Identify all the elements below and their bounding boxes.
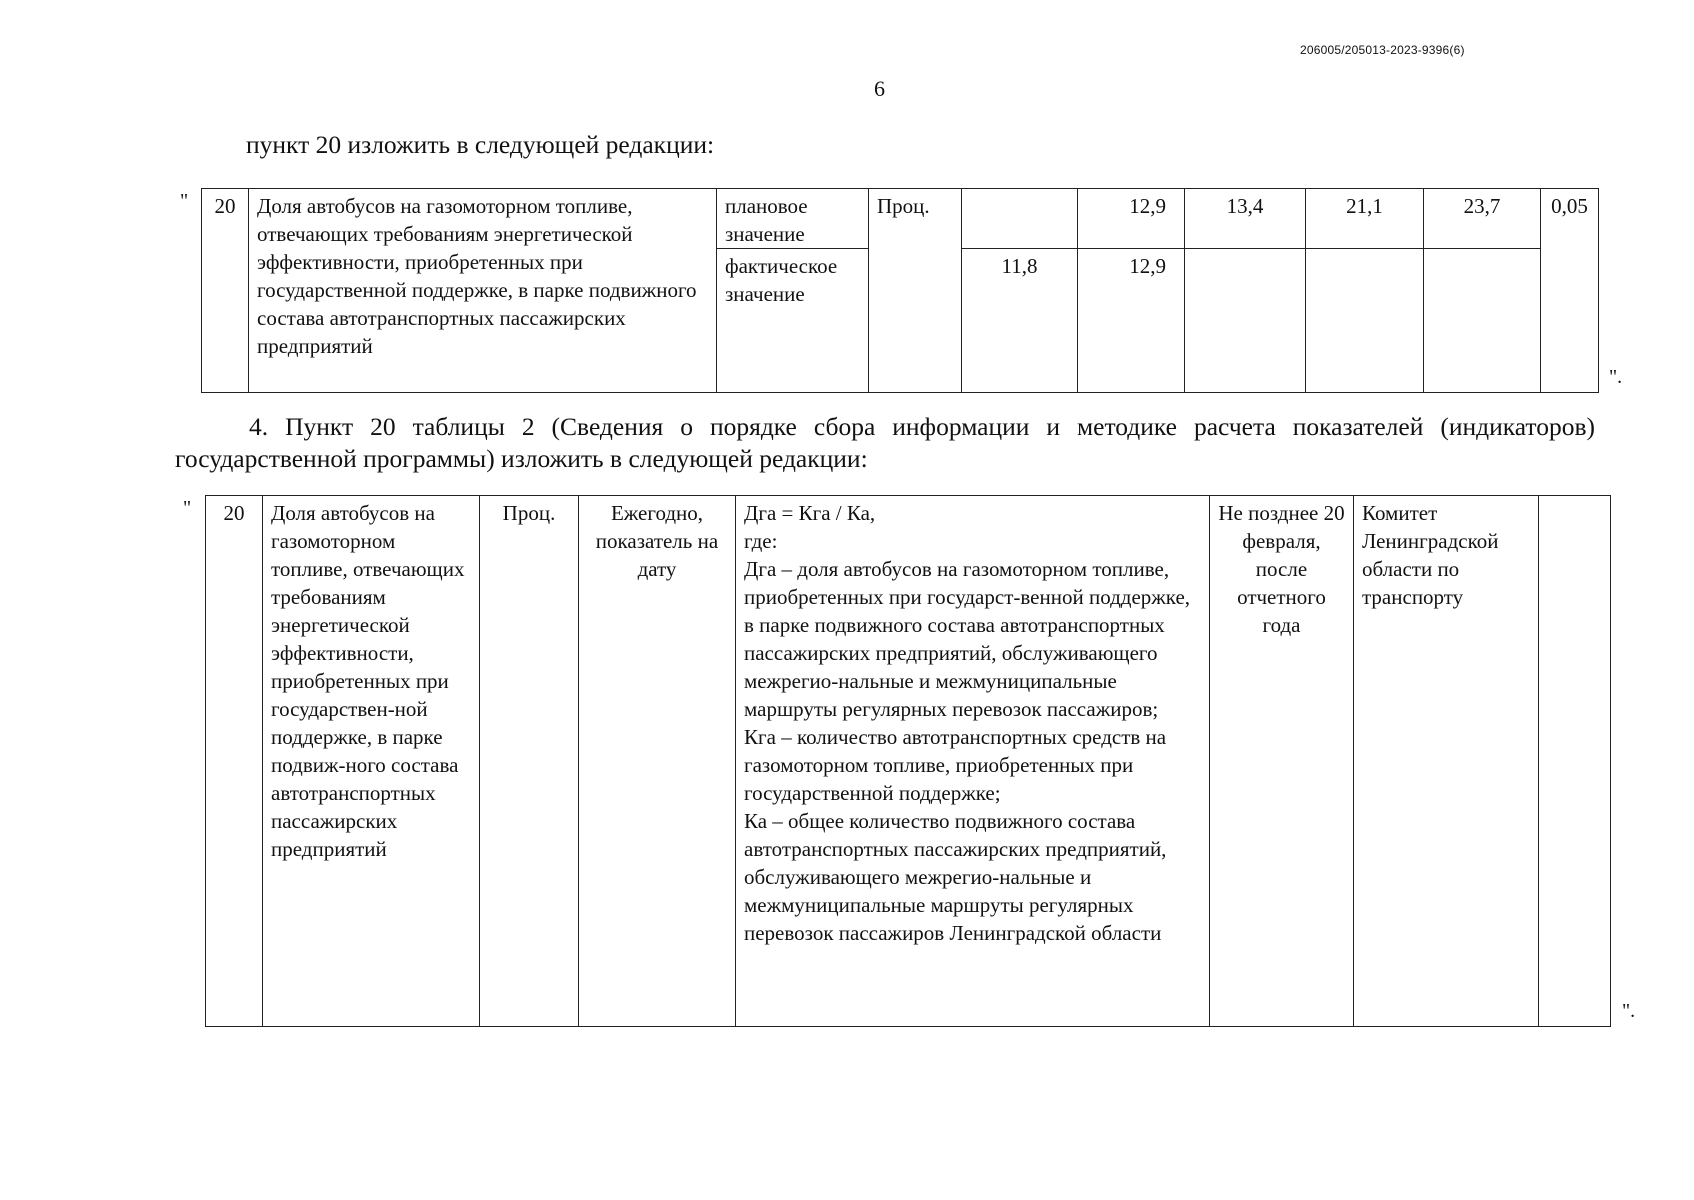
indicator-name: Доля автобусов на газомоторном топливе, отвечающих требованиям энергетической эффективности, приобретенных при государствен-ной поддержке, в парке подвиж-ного состава автотранспортных пассажирских предприятий bbox=[263, 496, 480, 1027]
planned-value-4: 21,1 bbox=[1306, 189, 1424, 249]
planned-value-3: 13,4 bbox=[1185, 189, 1306, 249]
closing-quote-2: ". bbox=[1622, 1000, 1636, 1022]
planned-value-1 bbox=[962, 189, 1078, 249]
formula-cell bbox=[736, 496, 1210, 1027]
deadline-cell: Не позднее 20 февраля, после отчетного года bbox=[1210, 496, 1354, 1027]
intro-paragraph-1: пункт 20 изложить в следующей редакции: bbox=[246, 130, 715, 159]
formula-line: Дга = Кга / Ка, bbox=[744, 501, 876, 525]
planned-label: плановое значение bbox=[717, 189, 869, 249]
responsible-cell: Комитет Ленинградской области по транспорту bbox=[1354, 496, 1539, 1027]
periodicity-cell: Ежегодно, показатель на дату bbox=[579, 496, 736, 1027]
formula-line: Кга – количество автотранспортных средств на газомоторном топливе, приобретенных при государственной поддержке; bbox=[744, 725, 1167, 805]
indicator-name: Доля автобусов на газомоторном топливе, отвечающих требованиям энергетической эффективности, приобретенных при государственной поддержке, в парке подвижного состава автотранспортных пассажирских предприятий bbox=[249, 189, 717, 393]
method-table bbox=[205, 495, 1611, 1027]
actual-value-5 bbox=[1424, 249, 1541, 393]
formula-line: Ка – общее количество подвижного состава автотранспортных пассажирских предприятий, обслуживающего межрегио-нальные и межмуниципальные маршруты регулярных перевозок пассажиров Ленинградской области bbox=[744, 809, 1167, 945]
actual-value-3 bbox=[1185, 249, 1306, 393]
actual-label: фактическое значение bbox=[717, 249, 869, 393]
formula-line: Дга – доля автобусов на газомоторном топливе, приобретенных при государст-венной поддержке, в парке подвижного состава автотранспортных пассажирских предприятий, обслуживающего межрегио-нальные и межмуниципальные маршруты регулярных перевозок пассажиров; bbox=[744, 557, 1191, 721]
actual-value-4 bbox=[1306, 249, 1424, 393]
actual-value-2: 12,9 bbox=[1078, 249, 1185, 393]
opening-quote-1: " bbox=[180, 190, 189, 212]
planned-value-2: 12,9 bbox=[1078, 189, 1185, 249]
page-number: 6 bbox=[874, 76, 885, 101]
planned-value-5: 23,7 bbox=[1424, 189, 1541, 249]
actual-value-1: 11,8 bbox=[962, 249, 1078, 393]
unit-cell: Проц. bbox=[869, 189, 962, 393]
indicator-table bbox=[201, 188, 1599, 393]
row-number: 20 bbox=[202, 189, 249, 393]
closing-quote-1: ". bbox=[1609, 366, 1623, 388]
formula-line: где: bbox=[744, 529, 778, 553]
intro-paragraph-2: 4. Пункт 20 таблицы 2 (Сведения о порядке сбора информации и методике расчета показателей (индикаторов) государственной программы) изложить в следующей редакции: bbox=[175, 412, 1595, 473]
document-id: 206005/205013-2023-9396(6) bbox=[1300, 43, 1465, 57]
empty-cell bbox=[1539, 496, 1611, 1027]
opening-quote-2: " bbox=[183, 497, 192, 519]
unit-cell: Проц. bbox=[480, 496, 579, 1027]
weight-cell: 0,05 bbox=[1541, 189, 1599, 393]
row-number: 20 bbox=[206, 496, 263, 1027]
